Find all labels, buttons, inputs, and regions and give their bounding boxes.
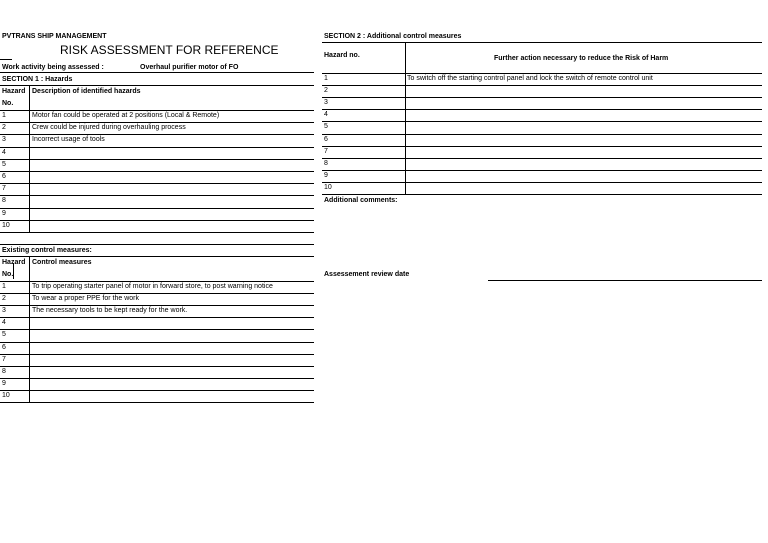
row-line bbox=[0, 329, 314, 330]
hazard-number: 9 bbox=[2, 379, 6, 387]
row-line bbox=[0, 195, 314, 196]
review-date-label: Assessement review date bbox=[324, 271, 410, 278]
row-line bbox=[0, 342, 314, 343]
hazard-number: 1 bbox=[2, 112, 6, 119]
divider bbox=[322, 42, 762, 43]
hazard-number: 1 bbox=[2, 283, 6, 290]
hazard-number: 9 bbox=[2, 209, 6, 217]
hazard-number: 4 bbox=[2, 148, 6, 156]
divider bbox=[0, 244, 314, 245]
row-text: Incorrect usage of tools bbox=[32, 136, 105, 144]
row-line bbox=[0, 402, 314, 403]
existing-col-hazard: Hazard bbox=[2, 259, 26, 266]
row-line bbox=[0, 281, 314, 282]
hazard-number: 6 bbox=[2, 343, 6, 351]
document-title: RISK ASSESSMENT FOR REFERENCE bbox=[60, 43, 279, 57]
hazard-number: 8 bbox=[324, 159, 328, 167]
row-line bbox=[0, 390, 314, 391]
hazard-number: 2 bbox=[2, 124, 6, 132]
hazard-number: 10 bbox=[2, 221, 10, 229]
hazard-number: 10 bbox=[324, 183, 332, 191]
row-line bbox=[0, 110, 314, 111]
section2-col-hazard: Hazard no. bbox=[324, 52, 360, 59]
row-line bbox=[322, 73, 762, 74]
hazard-number: 3 bbox=[2, 307, 6, 315]
hazard-number: 6 bbox=[2, 173, 6, 180]
row-line bbox=[322, 109, 762, 110]
divider bbox=[0, 72, 314, 73]
row-line bbox=[322, 146, 762, 147]
work-activity-label: Work activity being assessed : bbox=[2, 64, 104, 71]
section1-col-no: No. bbox=[2, 100, 14, 107]
title-underline bbox=[0, 59, 12, 60]
row-text: The necessary tools to be kept ready for the work. bbox=[32, 307, 188, 315]
hazard-number: 3 bbox=[324, 99, 328, 107]
row-line bbox=[0, 171, 314, 172]
row-line bbox=[322, 85, 762, 86]
row-text: To switch off the starting control panel and lock the switch of remote control unit bbox=[407, 75, 653, 82]
row-line bbox=[322, 194, 762, 195]
hazard-number: 4 bbox=[324, 111, 328, 119]
section2-col-action: Further action necessary to reduce the Risk of Harm bbox=[494, 55, 669, 62]
existing-heading: Existing control measures: bbox=[2, 247, 92, 254]
hazard-number: 2 bbox=[2, 295, 6, 303]
company-name: PVTRANS SHIP MANAGEMENT bbox=[2, 33, 107, 40]
row-line bbox=[0, 293, 314, 294]
hazard-number: 6 bbox=[324, 135, 328, 143]
row-text: To trip operating starter panel of motor in forward store, to post warning notice bbox=[32, 283, 273, 290]
section1-col-description: Description of identified hazards bbox=[32, 88, 141, 95]
hazard-number: 8 bbox=[2, 197, 6, 205]
row-line bbox=[0, 366, 314, 367]
divider bbox=[0, 85, 314, 86]
existing-col-measures: Control measures bbox=[32, 259, 92, 266]
row-line bbox=[0, 305, 314, 306]
additional-comments-label: Additional comments: bbox=[324, 197, 398, 204]
hazard-number: 2 bbox=[324, 87, 328, 95]
row-line bbox=[0, 354, 314, 355]
hazard-number: 5 bbox=[2, 160, 6, 168]
section2-heading: SECTION 2 : Additional control measures bbox=[324, 33, 462, 40]
row-line bbox=[0, 122, 314, 123]
row-text: Motor fan could be operated at 2 positions (Local & Remote) bbox=[32, 112, 220, 119]
row-line bbox=[322, 134, 762, 135]
hazard-number: 7 bbox=[2, 185, 6, 193]
hazard-number: 5 bbox=[324, 123, 328, 131]
hazard-number: 7 bbox=[324, 147, 328, 155]
row-line bbox=[322, 170, 762, 171]
row-line bbox=[0, 232, 314, 233]
row-line bbox=[0, 134, 314, 135]
row-line bbox=[0, 220, 314, 221]
section1-heading: SECTION 1 : Hazards bbox=[2, 76, 73, 83]
row-line bbox=[0, 378, 314, 379]
section1-col-hazard: Hazard bbox=[2, 88, 26, 95]
row-line bbox=[322, 182, 762, 183]
row-text: To wear a proper PPE for the work bbox=[32, 295, 139, 303]
row-line bbox=[0, 147, 314, 148]
row-line bbox=[0, 183, 314, 184]
existing-col-no: No. bbox=[2, 271, 14, 278]
hazard-number: 9 bbox=[324, 171, 328, 179]
hazard-number: 10 bbox=[2, 391, 10, 399]
section2-column-divider bbox=[405, 42, 406, 195]
row-line bbox=[322, 97, 762, 98]
hazard-number: 4 bbox=[2, 319, 6, 327]
work-activity-value: Overhaul purifier motor of FO bbox=[140, 64, 239, 71]
review-date-line bbox=[488, 280, 762, 281]
hazard-number: 7 bbox=[2, 355, 6, 363]
hazard-number: 3 bbox=[2, 136, 6, 144]
row-text: Crew could be injured during overhauling process bbox=[32, 124, 186, 132]
row-line bbox=[0, 159, 314, 160]
hazard-number: 5 bbox=[2, 331, 6, 339]
row-line bbox=[0, 208, 314, 209]
row-line bbox=[0, 317, 314, 318]
existing-header-mark bbox=[13, 263, 14, 279]
divider bbox=[0, 256, 314, 257]
hazard-number: 1 bbox=[324, 75, 328, 82]
hazard-number: 8 bbox=[2, 367, 6, 375]
row-line bbox=[322, 158, 762, 159]
row-line bbox=[322, 121, 762, 122]
